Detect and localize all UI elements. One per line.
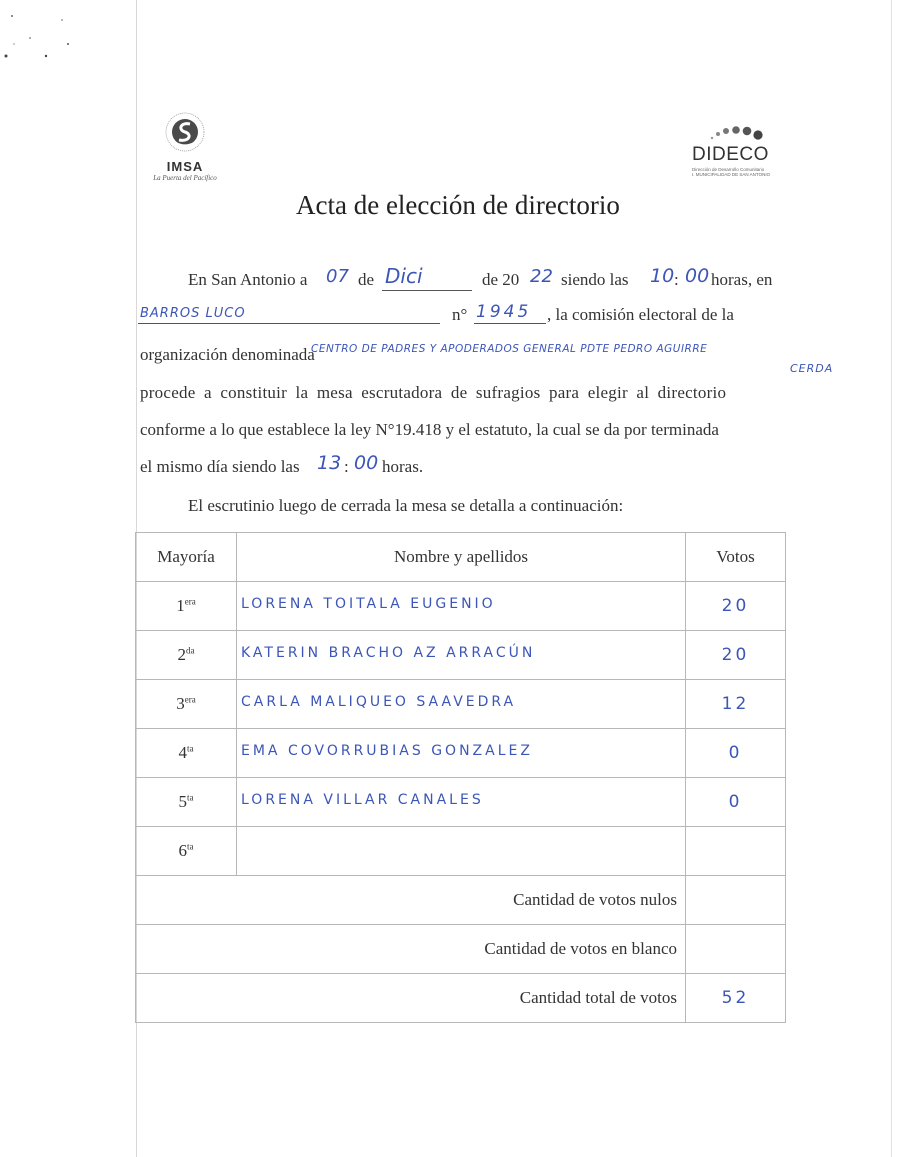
votes-cell	[686, 827, 786, 876]
text-conforme-ley: conforme a lo que establece la ley N°19.418 y el estatuto, la cual se da por terminada	[140, 420, 719, 439]
end-hour-handwritten: 13	[317, 452, 342, 474]
table-row	[136, 680, 786, 729]
votes-cell	[686, 778, 786, 827]
table-row	[136, 582, 786, 631]
text-en-san-antonio: En San Antonio a	[188, 270, 308, 289]
imsa-tagline: La Puerta del Pacífico	[153, 174, 217, 182]
blank-votes-label: Cantidad de votos en blanco	[136, 925, 686, 974]
total-votes-row	[136, 974, 786, 1023]
month-handwritten: Dici	[385, 264, 423, 288]
rank-number: 3	[176, 694, 185, 713]
imsa-emblem-icon	[163, 108, 207, 156]
name-cell	[237, 778, 686, 827]
end-time-colon: :	[344, 457, 349, 476]
rank-number: 6	[178, 841, 187, 860]
organization-name-continued: CERDA	[790, 362, 834, 375]
text-mismo-dia: el mismo día siendo las	[140, 457, 300, 476]
imsa-logo	[140, 108, 230, 188]
table-row	[136, 631, 786, 680]
text-numero: n°	[452, 305, 468, 324]
street-underline	[138, 323, 440, 324]
rank-suffix: ta	[187, 841, 194, 852]
total-votes-value: 52	[721, 988, 750, 1008]
rank-suffix: era	[184, 694, 196, 705]
name-cell	[237, 729, 686, 778]
scan-specks	[0, 0, 90, 70]
dideco-name: DIDECO	[692, 144, 769, 165]
text-escrutinio: El escrutinio luego de cerrada la mesa se detalla a continuación:	[188, 496, 624, 515]
candidate-votes: 0	[728, 792, 743, 812]
rank-suffix: ta	[187, 792, 194, 803]
header-votos: Votos	[686, 533, 786, 582]
text-comision-electoral: , la comisión electoral de la	[547, 305, 734, 324]
rank-suffix: da	[186, 645, 195, 656]
votes-table	[135, 532, 786, 1023]
day-handwritten: 07	[326, 266, 349, 287]
dideco-subtitle	[692, 167, 782, 177]
votes-cell	[686, 680, 786, 729]
rank-cell	[136, 729, 237, 778]
table-row	[136, 729, 786, 778]
rank-number: 5	[178, 792, 187, 811]
rank-suffix: era	[184, 596, 196, 607]
null-votes-row	[136, 876, 786, 925]
table-row	[136, 778, 786, 827]
end-minutes-handwritten: 00	[354, 452, 379, 474]
minutes-handwritten: 00	[685, 265, 710, 287]
text-de: de	[358, 270, 375, 289]
rank-cell	[136, 680, 237, 729]
text-horas-en: horas, en	[711, 270, 773, 289]
name-cell	[237, 631, 686, 680]
votes-cell	[686, 582, 786, 631]
text-de-20: de 20	[482, 270, 520, 289]
table-header-row	[136, 533, 786, 582]
name-cell	[237, 582, 686, 631]
blank-votes-row	[136, 925, 786, 974]
imsa-name: IMSA	[166, 159, 204, 174]
rank-cell	[136, 778, 237, 827]
month-underline	[382, 290, 472, 291]
document-title: Acta de elección de directorio	[296, 190, 620, 220]
text-horas: horas.	[382, 457, 424, 476]
year-handwritten: 22	[530, 266, 553, 287]
candidate-name: EMA COVORRUBIAS GONZALEZ	[241, 743, 533, 759]
page-right-border	[891, 0, 892, 1157]
rank-cell	[136, 582, 237, 631]
candidate-name: LORENA VILLAR CANALES	[241, 792, 484, 808]
rank-suffix: ta	[187, 743, 194, 754]
dideco-subtitle-line-2: I. MUNICIPALIDAD DE SAN ANTONIO	[692, 172, 771, 177]
total-votes-cell	[686, 974, 786, 1023]
total-votes-label: Cantidad total de votos	[136, 974, 686, 1023]
rank-number: 2	[177, 645, 186, 664]
street-handwritten: BARROS LUCO	[140, 306, 246, 321]
name-cell	[237, 827, 686, 876]
candidate-votes: 20	[721, 596, 750, 616]
dideco-dots-icon	[704, 122, 774, 144]
text-procede: procede a constituir la mesa escrutadora de sufragios para elegir al directorio	[140, 383, 727, 402]
candidate-name: LORENA TOITALA EUGENIO	[241, 596, 496, 612]
table-row	[136, 827, 786, 876]
rank-number: 4	[178, 743, 187, 762]
candidate-votes: 12	[721, 694, 750, 714]
rank-number: 1	[176, 596, 185, 615]
candidate-votes: 0	[728, 743, 743, 763]
candidate-name: CARLA MALIQUEO SAAVEDRA	[241, 694, 517, 710]
null-votes-value	[686, 876, 786, 925]
candidate-votes: 20	[721, 645, 750, 665]
header-nombre: Nombre y apellidos	[237, 533, 686, 582]
candidate-name: KATERIN BRACHO AZ ARRACÚN	[241, 645, 536, 661]
votes-cell	[686, 729, 786, 778]
votes-cell	[686, 631, 786, 680]
dideco-logo	[690, 122, 790, 182]
hour-handwritten: 10	[650, 265, 675, 287]
name-cell	[237, 680, 686, 729]
rank-cell	[136, 631, 237, 680]
null-votes-label: Cantidad de votos nulos	[136, 876, 686, 925]
text-siendo-las: siendo las	[561, 270, 629, 289]
number-underline	[474, 323, 546, 324]
header-mayoria: Mayoría	[136, 533, 237, 582]
blank-votes-value	[686, 925, 786, 974]
rank-cell	[136, 827, 237, 876]
time-colon: :	[674, 270, 679, 289]
text-organizacion-denominada: organización denominada	[140, 345, 315, 364]
street-number-handwritten: 1945	[476, 302, 532, 322]
dideco-subtitle-line-1: Dirección de Desarrollo Comunitario	[692, 167, 765, 172]
organization-name-handwritten: CENTRO DE PADRES Y APODERADOS GENERAL PDTE PEDRO AGUIRRE	[311, 343, 708, 355]
